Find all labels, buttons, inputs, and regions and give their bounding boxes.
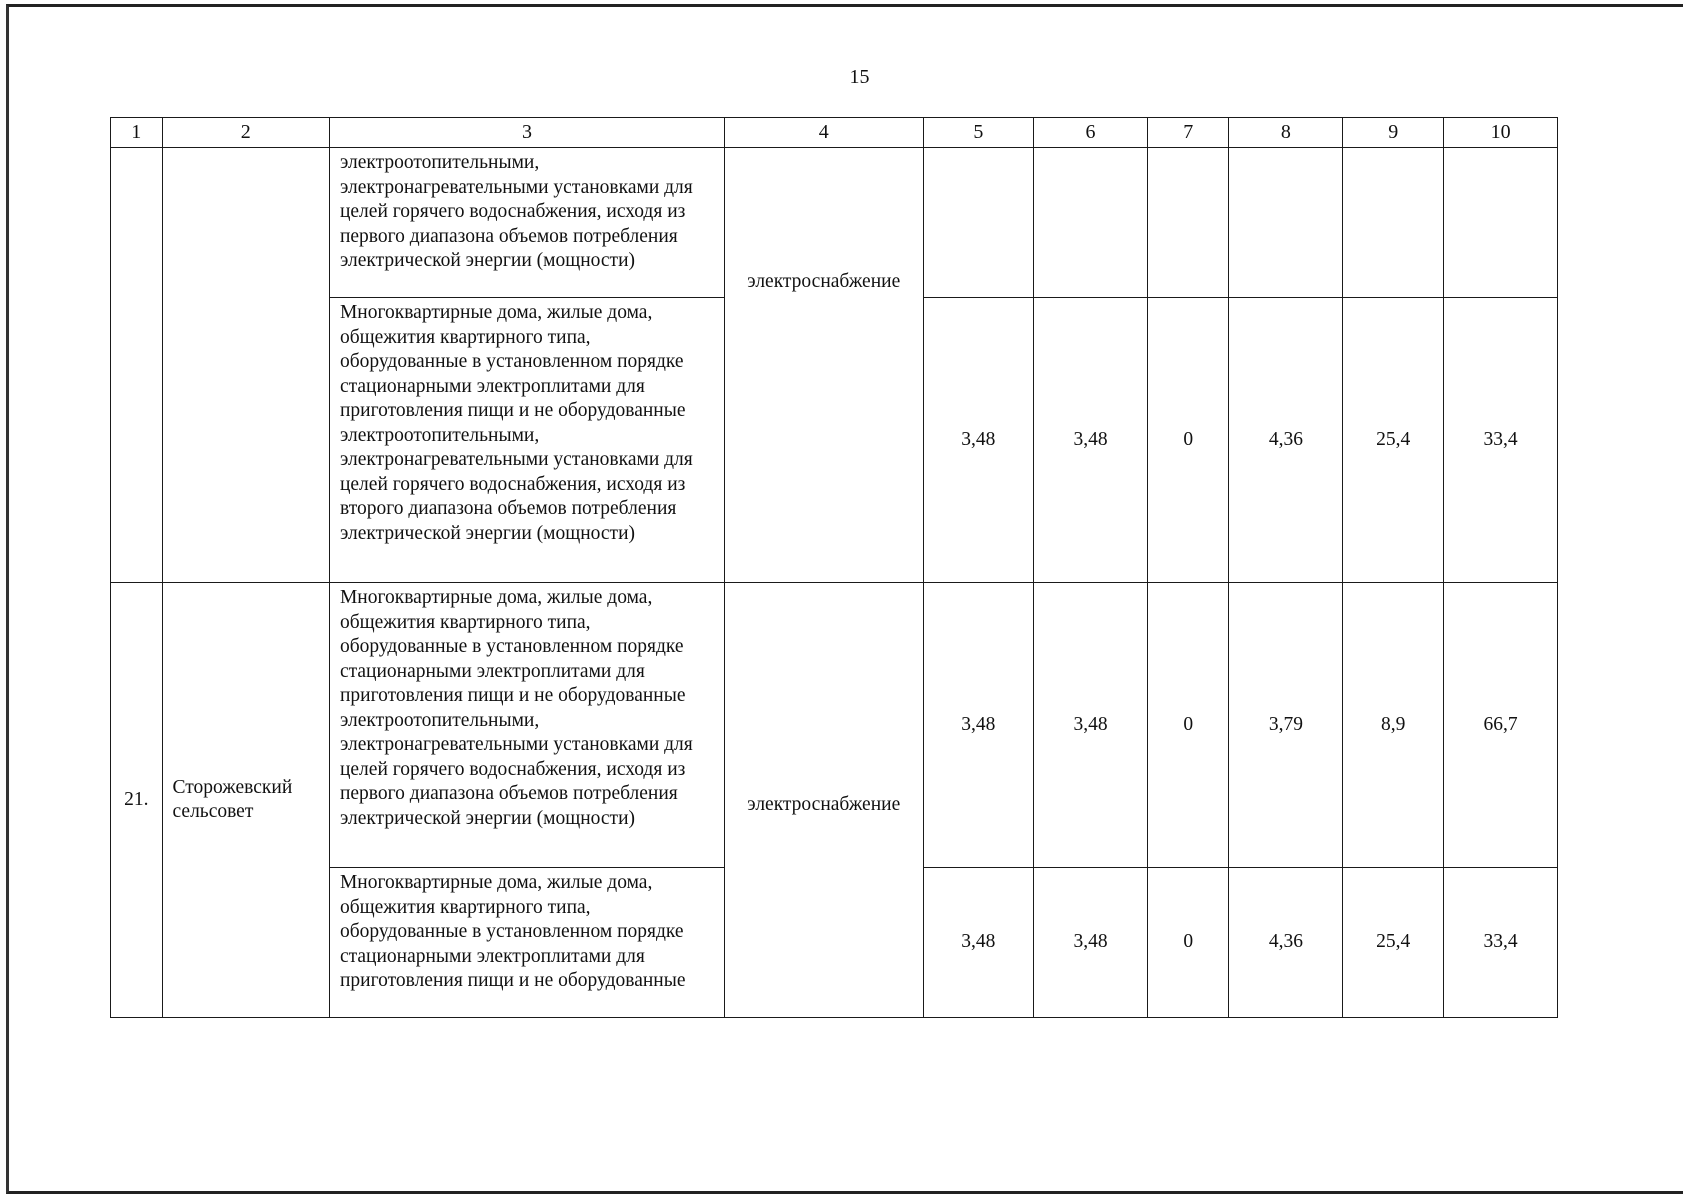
value-cell <box>1444 148 1558 298</box>
value-cell: 3,48 <box>1034 868 1148 1018</box>
value-cell <box>1343 148 1444 298</box>
value-cell: 3,48 <box>1034 583 1148 868</box>
value-cell <box>1034 148 1148 298</box>
column-header: 5 <box>923 118 1034 148</box>
column-header: 4 <box>724 118 923 148</box>
value-cell <box>1147 148 1229 298</box>
description-cell: электроотопительными, электронагревательными установками для целей горячего водоснабжения, исходя из первого диапазона объемов потребления электрической энергии (мощности) <box>329 148 724 298</box>
column-header: 1 <box>111 118 163 148</box>
table-row <box>111 148 1558 298</box>
value-cell: 33,4 <box>1444 868 1558 1018</box>
service-cell: электроснабжение <box>724 148 923 583</box>
column-header: 9 <box>1343 118 1444 148</box>
column-number-row <box>111 118 1558 148</box>
description-cell: Многоквартирные дома, жилые дома, общежития квартирного типа, оборудованные в установленном порядке стационарными электроплитами для приготовления пищи и не оборудованные электроотопительными, электронагревательными установками для целей горячего водоснабжения, исходя из первого диапазона объемов потребления электрической энергии (мощности) <box>329 583 724 868</box>
value-cell: 25,4 <box>1343 868 1444 1018</box>
table-row <box>111 583 1558 868</box>
value-cell: 0 <box>1147 583 1229 868</box>
tariff-table <box>110 117 1558 1018</box>
description-cell: Многоквартирные дома, жилые дома, общежития квартирного типа, оборудованные в установленном порядке стационарными электроплитами для приготовления пищи и не оборудованные электроотопительными, электронагревательными установками для целей горячего водоснабжения, исходя из второго диапазона объемов потребления электрической энергии (мощности) <box>329 298 724 583</box>
service-cell: электроснабжение <box>724 583 923 1018</box>
value-cell: 66,7 <box>1444 583 1558 868</box>
column-header: 7 <box>1147 118 1229 148</box>
column-header: 3 <box>329 118 724 148</box>
value-cell: 3,48 <box>923 298 1034 583</box>
value-cell: 8,9 <box>1343 583 1444 868</box>
row-number-cell: 21. <box>111 583 163 1018</box>
value-cell <box>923 148 1034 298</box>
value-cell: 4,36 <box>1229 298 1343 583</box>
value-cell: 4,36 <box>1229 868 1343 1018</box>
value-cell: 3,79 <box>1229 583 1343 868</box>
region-cell: Сторожевский сельсовет <box>162 583 329 1018</box>
row-number-cell <box>111 148 163 583</box>
value-cell: 3,48 <box>1034 298 1148 583</box>
column-header: 10 <box>1444 118 1558 148</box>
value-cell: 3,48 <box>923 583 1034 868</box>
value-cell: 3,48 <box>923 868 1034 1018</box>
column-header: 8 <box>1229 118 1343 148</box>
description-cell: Многоквартирные дома, жилые дома, общежития квартирного типа, оборудованные в установленном порядке стационарными электроплитами для приготовления пищи и не оборудованные <box>329 868 724 1018</box>
column-header: 2 <box>162 118 329 148</box>
value-cell: 0 <box>1147 298 1229 583</box>
column-header: 6 <box>1034 118 1148 148</box>
value-cell: 25,4 <box>1343 298 1444 583</box>
page-number: 15 <box>849 66 870 88</box>
value-cell <box>1229 148 1343 298</box>
value-cell: 33,4 <box>1444 298 1558 583</box>
value-cell: 0 <box>1147 868 1229 1018</box>
region-cell <box>162 148 329 583</box>
